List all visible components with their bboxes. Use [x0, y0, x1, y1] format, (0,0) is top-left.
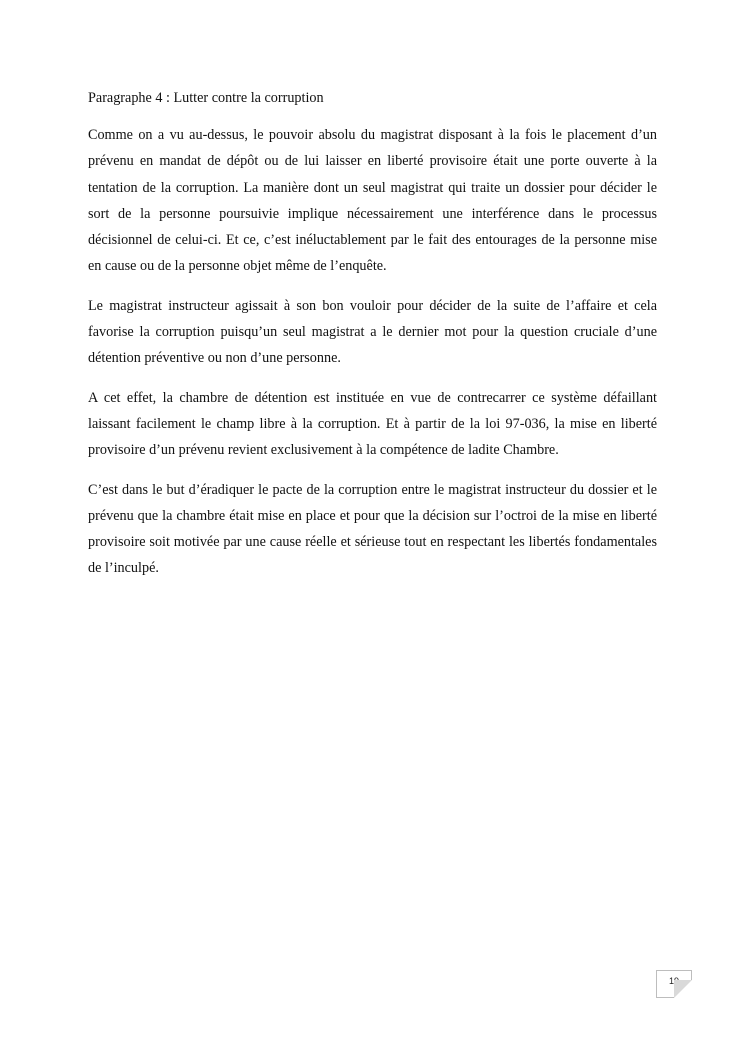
page-number-box: [656, 970, 692, 998]
page-number: 19: [668, 976, 679, 986]
folded-corner-icon: [674, 980, 692, 998]
paragraph-1: Comme on a vu au-dessus, le pouvoir absolu du magistrat disposant à la fois le placement d’un prévenu en mandat de dépôt ou de lui laisser en liberté provisoire était une porte ouverte à la tentation de la corruption. La manière dont un seul magistrat qui traite un dossier pour décider le sort de la personne poursuivie implique nécessairement une interférence dans le processus décisionnel de celui-ci. Et ce, c’est inéluctablement par le fait des entourages de la personne mise en cause ou de la personne objet même de l’enquête.: [88, 127, 657, 275]
paragraph-2: Le magistrat instructeur agissait à son bon vouloir pour décider de la suite de l’affaire et cela favorise la corruption puisqu’un seul magistrat a le dernier mot pour la question cruciale d’une détention préventive ou non d’une personne.: [88, 297, 657, 367]
paragraph-4: C’est dans le but d’éradiquer le pacte de la corruption entre le magistrat instructeur du dossier et le prévenu que la chambre était mise en place et pour que la décision sur l’octroi de la mise en liberté provisoire soit motivée par une cause réelle et sérieuse tout en respectant les libertés fondamentales de l’inculpé.: [88, 481, 657, 577]
paragraph-3: A cet effet, la chambre de détention est instituée en vue de contrecarrer ce système défaillant laissant facilement le champ libre à la corruption. Et à partir de la loi 97-036, la mise en liberté provisoire d’un prévenu revient exclusivement à la compétence de ladite Chambre.: [88, 389, 657, 459]
section-heading: Paragraphe 4 : Lutter contre la corruption: [88, 90, 324, 106]
page-content: [88, 88, 657, 595]
